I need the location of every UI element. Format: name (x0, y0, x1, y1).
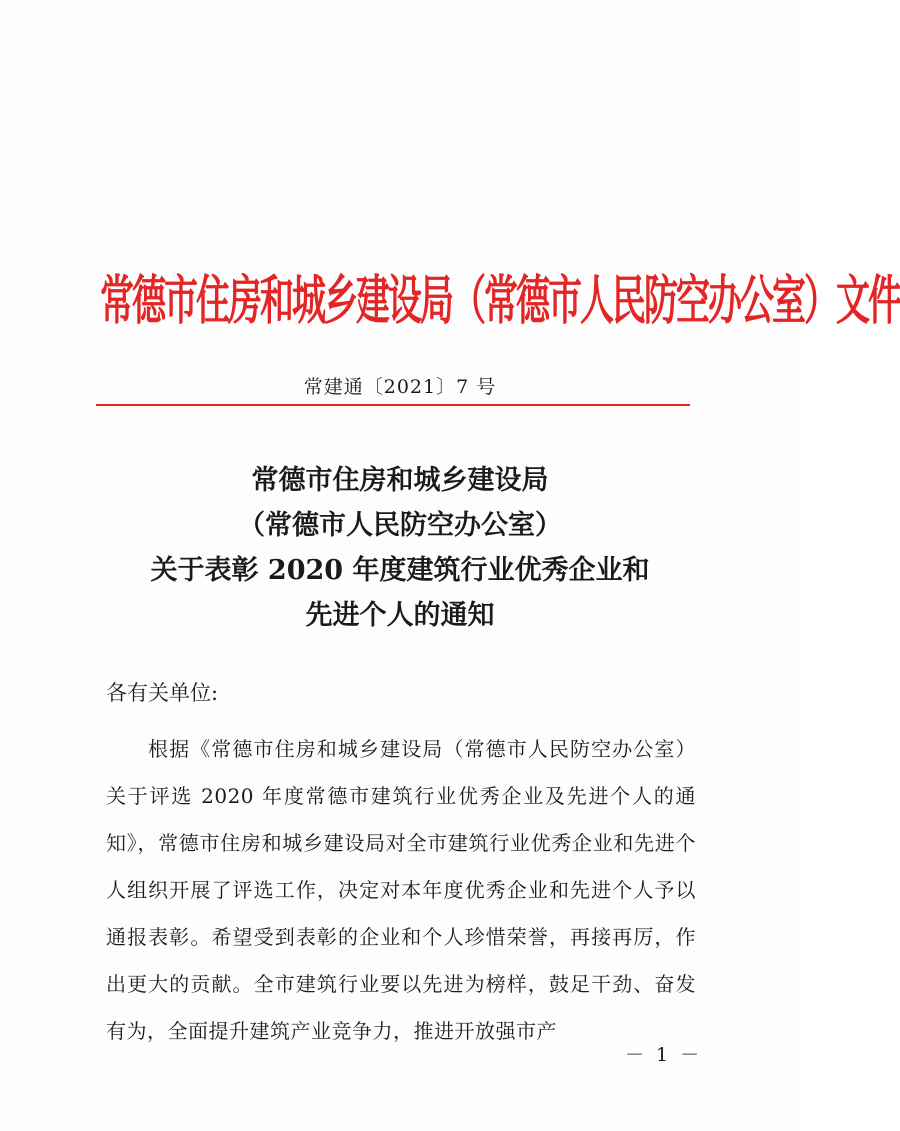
salutation: 各有关单位: (106, 681, 219, 705)
page-number: － 1 － (625, 1044, 703, 1066)
body-paragraph: 根据《常德市住房和城乡建设局（常德市人民防空办公室）关于评选 2020 年度常德市建筑行业优秀企业及先进个人的通知》，常德市住房和城乡建设局对全市建筑行业优秀企业和先进个人组织开展了评选工作，决定对本年度优秀企业和先进个人予以通报表彰。希望受到表彰的企业和个人珍惜荣誉，再接再厉，作出更大的贡献。全市建筑行业要以先进为榜样，鼓足干劲、奋发有为，全面提升建筑产业竞争力，推进开放强市产 (106, 737, 696, 1043)
title-line-3: 关于表彰 2020 年度建筑行业优秀企业和 (150, 555, 650, 586)
red-divider-line (96, 404, 690, 406)
title-line-1: 常德市住房和城乡建设局 (251, 465, 549, 496)
document-number: 常建通〔2021〕7 号 (303, 376, 497, 398)
title-line-2: （常德市人民防空办公室） (238, 510, 562, 541)
title-line-4: 先进个人的通知 (305, 600, 495, 631)
issuer-header-title: 常德市住房和城乡建设局（常德市人民防空办公室）文件 (100, 270, 900, 333)
notice-title (0, 458, 800, 638)
